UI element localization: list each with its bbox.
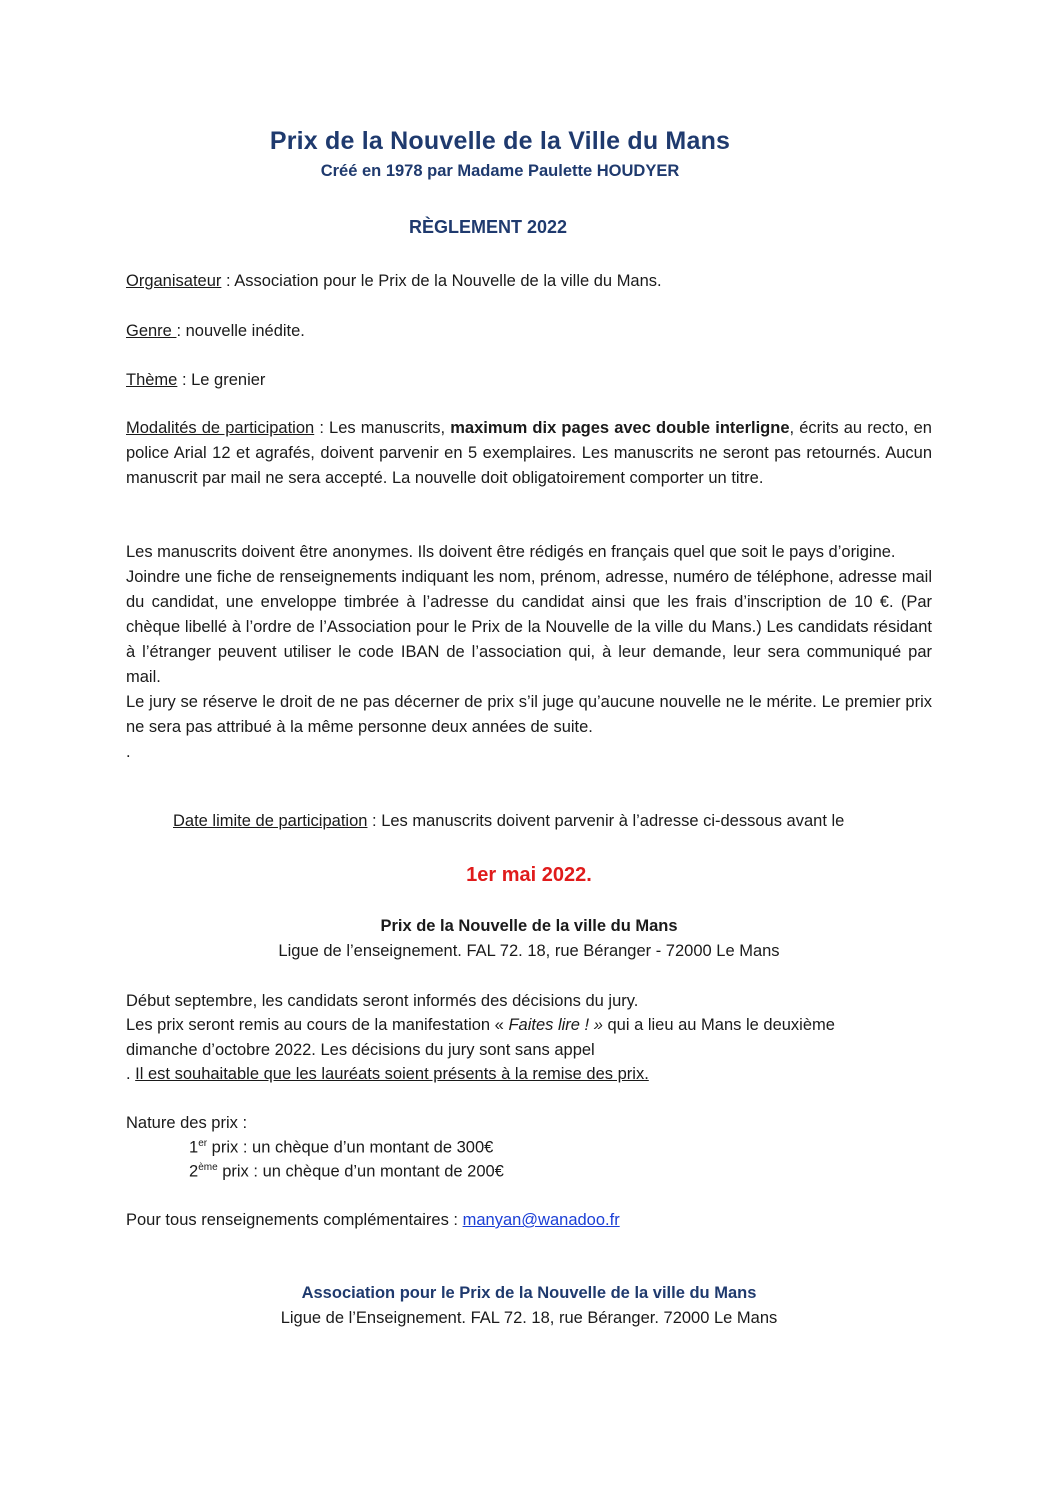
deuxieme-prix-text: prix : un chèque d’un montant de 200€	[217, 1162, 504, 1181]
document-subtitle: Créé en 1978 par Madame Paulette HOUDYER	[320, 162, 680, 180]
theme-label: Thème	[126, 371, 178, 389]
faites-lire-text: Faites lire ! »	[508, 1016, 603, 1034]
footer-name: Association pour le Prix de la Nouvelle de la ville du Mans	[301, 1284, 757, 1302]
resultats-line3: dimanche d’octobre 2022. Les décisions du jury sont sans appel	[126, 1041, 595, 1059]
organisateur-line	[126, 272, 662, 291]
resultats-line1: Début septembre, les candidats seront informés des décisions du jury.	[126, 992, 639, 1010]
adresse-line: Ligue de l’enseignement. FAL 72. 18, rue Béranger - 72000 Le Mans	[278, 942, 780, 960]
adresse-name: Prix de la Nouvelle de la ville du Mans	[380, 917, 678, 935]
contact-line	[126, 1211, 620, 1230]
modalites-text2: , écrits au recto, en police Arial 12 et agrafés, doivent parvenir en 5 exemplaires. Les manuscrits ne seront pas retournés. Aucun manuscrit par mail ne sera accepté. La nouvelle doit obligatoirement comporter un titre.	[126, 419, 932, 487]
date-limite-line	[173, 812, 844, 831]
deuxieme-prix-num: 2	[189, 1162, 199, 1181]
organisateur-label: Organisateur	[126, 272, 222, 290]
modalites-paragraph	[126, 416, 932, 491]
date-limite-label: Date limite de participation	[173, 812, 368, 830]
fiche-paragraph: Joindre une fiche de renseignements indiquant les nom, prénom, adresse, numéro de téléphone, adresse mail du candidat, une enveloppe timbrée à l’adresse du candidat ainsi que les frais d’inscription de 10 €. (Par chèque libellé à l’ordre de l’Association pour le Prix de la Nouvelle de la ville du Mans.) Les candidats résidant à l’étranger peuvent utiliser le code IBAN de l’association qui, à leur demande, leur sera communiqué par mail.	[126, 568, 932, 686]
modalites-label: Modalités de participation	[126, 419, 315, 437]
reglement-heading: RÈGLEMENT 2022	[408, 217, 568, 237]
date-limite-text: : Les manuscrits doivent parvenir à l’adresse ci-dessous avant le	[367, 812, 845, 830]
prix-label: Nature des prix :	[126, 1114, 248, 1132]
stray-dot: .	[126, 743, 131, 761]
modalites-text1: : Les manuscrits,	[314, 419, 451, 437]
document-title: Prix de la Nouvelle de la Ville du Mans	[269, 127, 731, 155]
anonymes-paragraph: Les manuscrits doivent être anonymes. Ils doivent être rédigés en français quel que soit le pays d’origine.	[126, 543, 896, 561]
theme-text: : Le grenier	[177, 371, 266, 389]
premier-prix-num: 1	[189, 1138, 199, 1157]
resultats-line4a: .	[126, 1065, 136, 1083]
footer-address: Ligue de l’Enseignement. FAL 72. 18, rue Béranger. 72000 Le Mans	[280, 1309, 778, 1327]
contact-text: Pour tous renseignements complémentaires :	[126, 1211, 463, 1229]
resultats-line2	[126, 1016, 835, 1035]
premier-prix-text: prix : un chèque d’un montant de 300€	[207, 1138, 494, 1157]
genre-line	[126, 322, 305, 341]
deadline-date: 1er mai 2022.	[466, 864, 592, 886]
conditions-block	[126, 540, 932, 765]
deuxieme-prix-sup: ème	[198, 1162, 218, 1173]
premier-prix-sup: er	[198, 1138, 208, 1149]
laureats-note: Il est souhaitable que les lauréats soient présents à la remise des prix.	[135, 1065, 649, 1083]
genre-label: Genre	[126, 322, 177, 340]
resultats-line2b: qui a lieu au Mans le deuxième	[602, 1016, 835, 1034]
modalites-bold: maximum dix pages avec double interligne	[450, 419, 790, 437]
genre-text: : nouvelle inédite.	[176, 322, 305, 340]
contact-email-link[interactable]: manyan@wanadoo.fr	[462, 1211, 620, 1229]
theme-line	[126, 371, 265, 390]
deuxieme-prix-line	[189, 1162, 504, 1182]
premier-prix-line	[189, 1138, 493, 1158]
resultats-line2a: Les prix seront remis au cours de la manifestation «	[126, 1016, 509, 1034]
organisateur-text: : Association pour le Prix de la Nouvelle de la ville du Mans.	[221, 272, 662, 290]
jury-paragraph: Le jury se réserve le droit de ne pas décerner de prix s’il juge qu’aucune nouvelle ne le mérite. Le premier prix ne sera pas attribué à la même personne deux années de suite.	[126, 693, 932, 736]
resultats-line4	[126, 1065, 649, 1084]
